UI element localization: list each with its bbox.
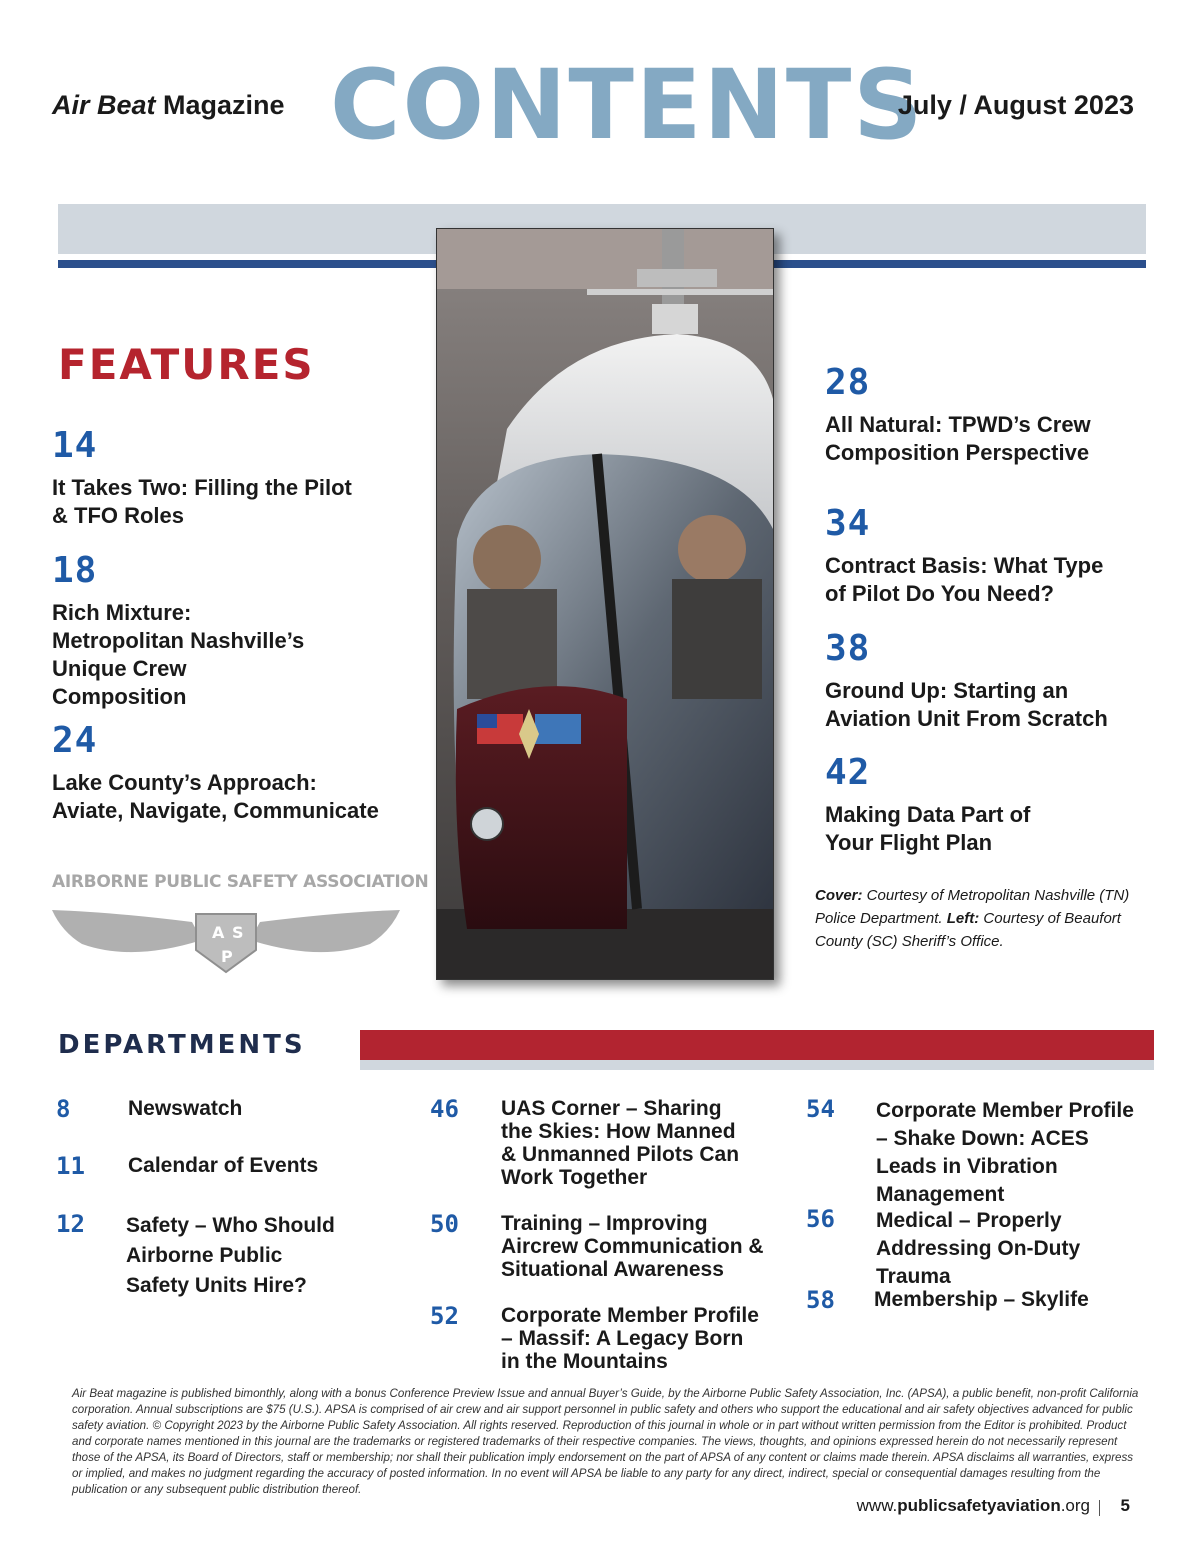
- department-page-number: 52: [430, 1302, 459, 1330]
- feature-item[interactable]: [825, 628, 1155, 733]
- feature-item[interactable]: [52, 720, 382, 825]
- department-title[interactable]: Membership – Skylife: [874, 1288, 1089, 1311]
- feature-item[interactable]: [52, 425, 352, 530]
- department-page-number: 54: [806, 1095, 835, 1123]
- page-number: 5: [1120, 1496, 1130, 1515]
- magazine-name-rest: Magazine: [155, 90, 285, 120]
- departments-heading: DEPARTMENTS: [58, 1030, 306, 1060]
- feature-item[interactable]: [52, 550, 322, 711]
- helicopter-photo: [436, 228, 774, 980]
- photo-caption: [815, 884, 1145, 953]
- department-title[interactable]: Training – Improving Aircrew Communication & Situational Awareness: [501, 1212, 764, 1281]
- feature-title: Ground Up: Starting an Aviation Unit From Scratch: [825, 678, 1108, 731]
- caption-cover-text: Courtesy of Metropolitan Nashville (TN) Police Department.: [815, 887, 1130, 927]
- feature-title: Rich Mixture: Metropolitan Nashville’s Unique Crew Composition: [52, 600, 305, 709]
- feature-item[interactable]: [825, 362, 1115, 467]
- magazine-name-italic: Air Beat: [52, 90, 156, 120]
- department-page-number: 46: [430, 1095, 459, 1123]
- caption-cover-label: Cover:: [815, 887, 863, 904]
- department-title[interactable]: Safety – Who Should Airborne Public Safety Units Hire?: [126, 1214, 335, 1297]
- feature-item[interactable]: [825, 752, 1045, 857]
- caption-left-text: Courtesy of Beaufort County (SC) Sheriff’s Office.: [815, 910, 1121, 950]
- feature-page-number: 18: [52, 550, 98, 591]
- department-page-number: 50: [430, 1210, 459, 1238]
- apsa-letter-p: P: [221, 947, 233, 966]
- department-title[interactable]: Corporate Member Profile – Shake Down: ACES Leads in Vibration Management: [876, 1099, 1134, 1206]
- apsa-letter-s: S: [232, 923, 244, 942]
- department-page-number: 8: [56, 1095, 71, 1123]
- department-title[interactable]: Calendar of Events: [128, 1154, 319, 1177]
- page-title: CONTENTS: [330, 49, 925, 161]
- feature-page-number: 42: [825, 752, 871, 793]
- site-suffix: .org: [1060, 1496, 1090, 1515]
- site-domain: publicsafetyaviation: [897, 1496, 1061, 1515]
- department-title[interactable]: Medical – Properly Addressing On-Duty Trauma: [876, 1209, 1081, 1288]
- department-title[interactable]: UAS Corner – Sharing the Skies: How Manned & Unmanned Pilots Can Work Together: [501, 1097, 740, 1189]
- department-page-number: 12: [56, 1210, 85, 1238]
- feature-title: Making Data Part of Your Flight Plan: [825, 802, 1031, 855]
- feature-page-number: 38: [825, 628, 871, 669]
- apsa-letter-a: A: [212, 923, 225, 942]
- footer-divider: [1099, 1500, 1100, 1516]
- issue-date: July / August 2023: [897, 90, 1134, 120]
- department-page-number: 58: [806, 1286, 835, 1314]
- feature-title: All Natural: TPWD’s Crew Composition Perspective: [825, 412, 1091, 465]
- department-title[interactable]: Newswatch: [128, 1097, 243, 1120]
- department-title[interactable]: Corporate Member Profile – Massif: A Legacy Born in the Mountains: [501, 1304, 759, 1373]
- department-page-number: 11: [56, 1152, 85, 1180]
- helicopter-illustration: [437, 229, 773, 979]
- wings-icon: [52, 892, 400, 974]
- feature-page-number: 24: [52, 720, 98, 761]
- apsa-logo-text: AIRBORNE PUBLIC SAFETY ASSOCIATION: [52, 872, 429, 892]
- feature-page-number: 28: [825, 362, 871, 403]
- caption-left-label: Left:: [946, 910, 980, 927]
- department-page-number: 56: [806, 1205, 835, 1233]
- feature-item[interactable]: [825, 503, 1125, 608]
- apsa-logo: [52, 872, 429, 982]
- website-link[interactable]: [857, 1496, 1090, 1516]
- magazine-name: [52, 90, 285, 121]
- feature-page-number: 14: [52, 425, 98, 466]
- publication-disclaimer: Air Beat magazine is published bimonthly, along with a bonus Conference Preview Issue and annual Buyer’s Guide, by the Airborne Public Safety Association, Inc. (APSA), a public benefit, non-profit California corporation. Annual subscriptions are $75 (U.S.). APSA is comprised of air crew and air support personnel in public safety and others who support the educational and air safety objectives advanced for public safety aviation. © Copyright 2023 by the Airborne Public Safety Association. All rights reserved. Reproduction of this journal in whole or in part without written permission from the Editor is prohibited. Product and corporate names mentioned in this journal are the trademarks or registered trademarks of their respective companies. The views, thoughts, and opinions expressed herein do not necessarily represent those of the APSA, its Board of Directors, staff or membership; nor shall their publication imply endorsement on the part of APSA of any content or claims made therein. APSA disclaims all warranties, express or implied, and makes no judgment regarding the accuracy of posted information. In no event will APSA be liable to any party for any direct, indirect, special or consequential damages resulting from the publication or any subsequent public distribution thereof.: [72, 1387, 1139, 1496]
- feature-title: Lake County’s Approach: Aviate, Navigate, Communicate: [52, 770, 379, 823]
- feature-title: It Takes Two: Filling the Pilot & TFO Roles: [52, 475, 352, 528]
- departments-band-red: [360, 1030, 1154, 1060]
- feature-title: Contract Basis: What Type of Pilot Do You Need?: [825, 553, 1104, 606]
- feature-page-number: 34: [825, 503, 871, 544]
- features-heading: FEATURES: [58, 340, 315, 389]
- site-prefix: www.: [856, 1496, 898, 1515]
- departments-band-grey: [360, 1060, 1154, 1070]
